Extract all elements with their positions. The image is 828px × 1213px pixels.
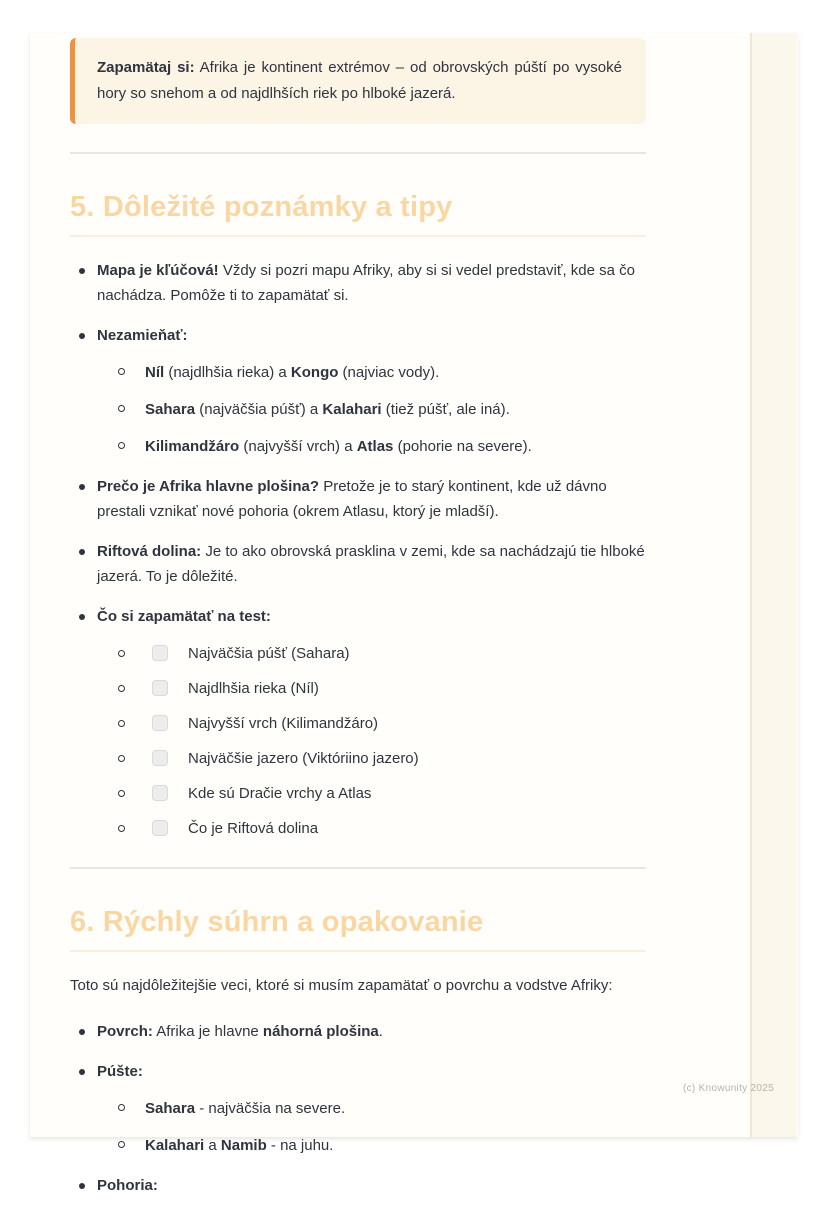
section-6-intro: Toto sú najdôležitejšie veci, ktoré si musím zapamätať o povrchu a vodstve Afriky:	[70, 977, 613, 994]
section-6-list	[70, 1019, 646, 1198]
list-item-text: Je to ako obrovská prasklina v zemi, kde sa nachádzajú tie hlboké jazerá. To je dôležité.	[97, 543, 645, 585]
text: (najdlhšia rieka) a	[164, 364, 291, 381]
checklist-label: Čo je Riftová dolina	[188, 820, 319, 837]
callout-lead: Zapamätaj si:	[97, 59, 195, 76]
term: Kongo	[290, 364, 339, 381]
checkbox[interactable]	[152, 645, 168, 661]
checkbox[interactable]	[152, 750, 168, 766]
section-divider	[70, 152, 646, 154]
list-item-riftova-dolina	[70, 539, 646, 589]
list-item-lead: Riftová dolina:	[97, 543, 202, 560]
list-item-pohoria	[70, 1173, 646, 1198]
checklist-row	[118, 679, 646, 699]
checkbox[interactable]	[152, 715, 168, 731]
list-item-text: Pretože je to starý kontinent, kde už dávno prestali vznikať nové pohoria (okrem Atlasu, ktorý je mladší).	[97, 478, 607, 520]
term: Kilimandžáro	[145, 438, 240, 455]
list-item-lead: Pohoria:	[97, 1177, 158, 1194]
term: náhorná plošina	[262, 1023, 379, 1040]
callout-note	[70, 38, 646, 124]
checklist-label: Najväčšia púšť (Sahara)	[188, 645, 350, 662]
list-item-lead: Púšte:	[97, 1063, 143, 1080]
text: a	[204, 1137, 221, 1154]
page-right-margin-band	[752, 33, 797, 1137]
term: Atlas	[356, 438, 394, 455]
page-content	[70, 38, 646, 1213]
list-subitem-nil-kongo	[118, 360, 646, 385]
list-item-text: Vždy si pozri mapu Afriky, aby si si vedel predstaviť, kde sa čo nachádza. Pomôže ti to zapamätať si.	[97, 262, 636, 304]
page-edge-line	[750, 33, 752, 1137]
text: - najväčšia na severe.	[195, 1100, 346, 1117]
checklist-row	[118, 749, 646, 769]
list-item-povrch	[70, 1019, 646, 1044]
list-item-preco-plosina	[70, 474, 646, 524]
checklist-row	[118, 784, 646, 804]
term: Sahara	[145, 1100, 196, 1117]
checklist-row	[118, 819, 646, 839]
text: (najviac vody).	[338, 364, 440, 381]
checklist-row	[118, 714, 646, 734]
list-subitem-kalahari-namib	[118, 1133, 646, 1158]
list-item-lead: Mapa je kľúčová!	[97, 262, 219, 279]
list-item-mapa	[70, 258, 646, 308]
list-item-lead: Povrch:	[97, 1023, 153, 1040]
list-subitem-sahara	[118, 1096, 646, 1121]
checklist-label: Najväčšie jazero (Viktóriino jazero)	[188, 750, 419, 767]
list-item-puste	[70, 1059, 646, 1158]
text: Afrika je hlavne	[152, 1023, 263, 1040]
checklist-label: Najvyšší vrch (Kilimandžáro)	[188, 715, 379, 732]
list-item-lead: Nezamieňať:	[97, 327, 188, 344]
term: Namib	[220, 1137, 267, 1154]
checklist-label: Kde sú Dračie vrchy a Atlas	[188, 785, 372, 802]
list-subitem-kilimandzaro-atlas	[118, 434, 646, 459]
text: (najvyšší vrch) a	[239, 438, 357, 455]
list-item-nezamienat	[70, 323, 646, 459]
section-5-list	[70, 258, 646, 839]
section-6-heading: 6. Rýchly súhrn a opakovanie	[70, 906, 646, 952]
term: Kalahari	[145, 1137, 205, 1154]
list-item-test-checklist	[70, 604, 646, 839]
text: (pohorie na severe).	[393, 438, 532, 455]
text: (tiež púšť, ale iná).	[381, 401, 510, 418]
checkbox[interactable]	[152, 820, 168, 836]
term: Kalahari	[322, 401, 382, 418]
section-5-heading: 5. Dôležité poznámky a tipy	[70, 191, 646, 237]
list-subitem-sahara-kalahari	[118, 397, 646, 422]
checkbox[interactable]	[152, 680, 168, 696]
list-item-lead: Čo si zapamätať na test:	[97, 608, 271, 625]
checklist-label: Najdlhšia rieka (Níl)	[188, 680, 319, 697]
section-divider	[70, 867, 646, 869]
text: (najväčšia púšť) a	[195, 401, 323, 418]
term: Sahara	[145, 401, 196, 418]
list-item-lead: Prečo je Afrika hlavne plošina?	[97, 478, 320, 495]
copyright-watermark: (c) Knowunity 2025	[682, 1083, 774, 1094]
checklist-row	[118, 644, 646, 664]
term: Níl	[145, 364, 165, 381]
text: .	[378, 1023, 383, 1040]
text: - na juhu.	[266, 1137, 334, 1154]
checkbox[interactable]	[152, 785, 168, 801]
callout-text: Afrika je kontinent extrémov – od obrovských púští po vysoké hory so snehom a od najdlhších riek po hlboké jazerá.	[97, 59, 622, 102]
